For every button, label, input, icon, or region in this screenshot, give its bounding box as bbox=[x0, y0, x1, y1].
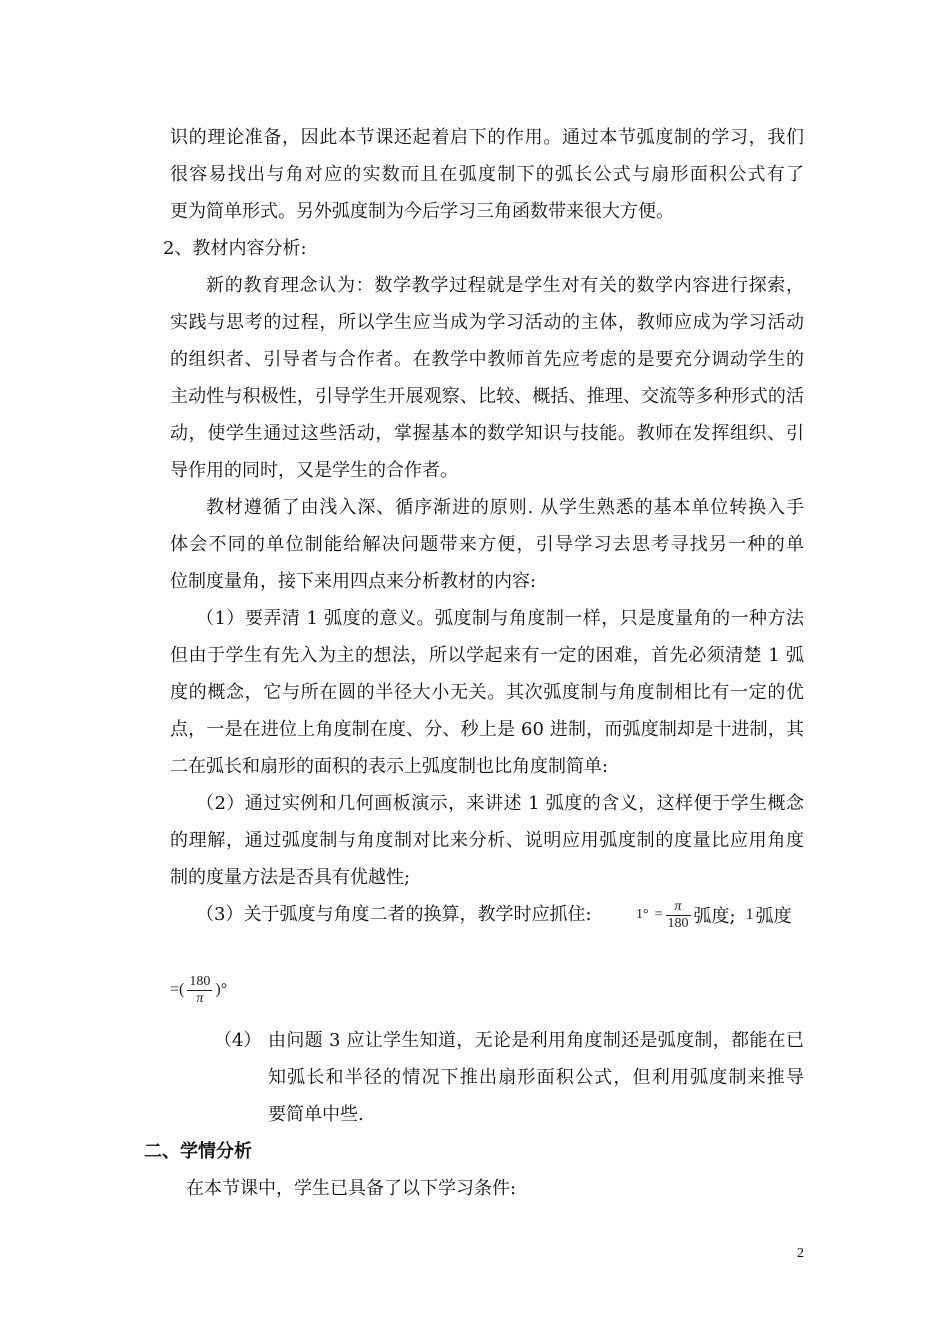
conversion-formula-degree bbox=[636, 893, 792, 937]
formula-fraction bbox=[187, 974, 212, 1007]
list-item-line: 要简单中些. bbox=[268, 1104, 364, 1125]
list-item-line: （2）通过实例和几何画板演示，来讲述 1 弧度的含义，这样便于学生概念 bbox=[196, 793, 804, 814]
formula-equals: =( bbox=[170, 981, 185, 998]
formula-close: )° bbox=[215, 981, 228, 998]
section-heading: 2、教材内容分析: bbox=[163, 238, 307, 259]
list-item-line: 点，一是在进位上角度制在度、分、秒上是 60 进制，而弧度制却是十进制，其 bbox=[170, 719, 804, 740]
paragraph-line: 位制度量角，接下来用四点来分析教材的内容: bbox=[170, 571, 537, 592]
paragraph-line: 更为简单形式。另外弧度制为今后学习三角函数带来很大方便。 bbox=[170, 201, 674, 222]
list-item-line: （1）要弄清 1 弧度的意义。弧度制与角度制一样，只是度量角的一种方法 bbox=[196, 608, 804, 629]
fraction-denominator: π bbox=[196, 990, 204, 1006]
formula-equals: = bbox=[654, 907, 663, 922]
list-item-line: 度的概念，它与所在圆的半径大小无关。其次弧度制与角度制相比有一定的优 bbox=[170, 682, 804, 703]
section-heading: 二、学情分析 bbox=[144, 1141, 252, 1162]
list-item-line: 由问题 3 应让学生知道，无论是利用角度制还是弧度制，都能在已 bbox=[268, 1030, 804, 1051]
list-item-line: 的理解，通过弧度制与角度制对比来分析、说明应用弧度制的度量比应用角度 bbox=[170, 830, 804, 851]
formula-unit: 弧度; bbox=[693, 906, 736, 927]
paragraph-line: 的组织者、引导者与合作者。在教学中教师首先应考虑的是要充分调动学生的 bbox=[170, 349, 804, 370]
paragraph-line: 教材遵循了由浅入深、循序渐进的原则. 从学生熟悉的基本单位转换入手 bbox=[206, 497, 804, 518]
paragraph-line: 识的理论准备，因此本节课还起着启下的作用。通过本节弧度制的学习，我们 bbox=[170, 127, 804, 148]
paragraph-line: 体会不同的单位制能给解决问题带来方便，引导学习去思考寻找另一种的单 bbox=[170, 534, 804, 555]
paragraph-line: 实践与思考的过程，所以学生应当成为学习活动的主体，教师应成为学习活动 bbox=[170, 312, 804, 333]
fraction-numerator: 180 bbox=[189, 973, 211, 989]
list-item-line: 但由于学生有先入为主的想法，所以学起来有一定的困难，首先必须清楚 1 弧 bbox=[170, 645, 804, 666]
list-item-line: （3）关于弧度与角度二者的换算，教学时应抓住: bbox=[196, 904, 592, 925]
list-item-line: 知弧长和半径的情况下推出扇形面积公式，但利用弧度制来推导 bbox=[268, 1067, 804, 1088]
paragraph-line: 在本节课中，学生已具备了以下学习条件: bbox=[186, 1178, 517, 1199]
formula-lhs: 1° bbox=[636, 907, 649, 922]
formula-lhs: 1 bbox=[745, 906, 754, 923]
paragraph-line: 动，使学生通过这些活动，掌握基本的数学知识与技能。教师在发挥组织、引 bbox=[170, 423, 804, 444]
paragraph-line: 导作用的同时，又是学生的合作者。 bbox=[170, 460, 458, 481]
list-item-number: （4） bbox=[214, 1030, 262, 1051]
fraction-numerator: π bbox=[666, 899, 691, 916]
list-item-line: 二在弧长和扇形的面积的表示上弧度制也比角度制简单: bbox=[170, 756, 609, 777]
formula-unit: 弧度 bbox=[755, 906, 792, 927]
paragraph-line: 新的教育理念认为：数学教学过程就是学生对有关的数学内容进行探索， bbox=[206, 275, 804, 296]
page-number: 2 bbox=[797, 1246, 804, 1261]
paragraph-line: 很容易找出与角对应的实数而且在弧度制下的弧长公式与扇形面积公式有了 bbox=[170, 164, 804, 185]
conversion-formula-radian bbox=[170, 967, 227, 1013]
formula-fraction bbox=[666, 899, 691, 932]
fraction-denominator: 180 bbox=[667, 915, 689, 931]
list-item-line: 制的度量方法是否具有优越性; bbox=[170, 867, 411, 888]
paragraph-line: 主动性与积极性，引导学生开展观察、比较、概括、推理、交流等多种形式的活 bbox=[170, 386, 804, 407]
